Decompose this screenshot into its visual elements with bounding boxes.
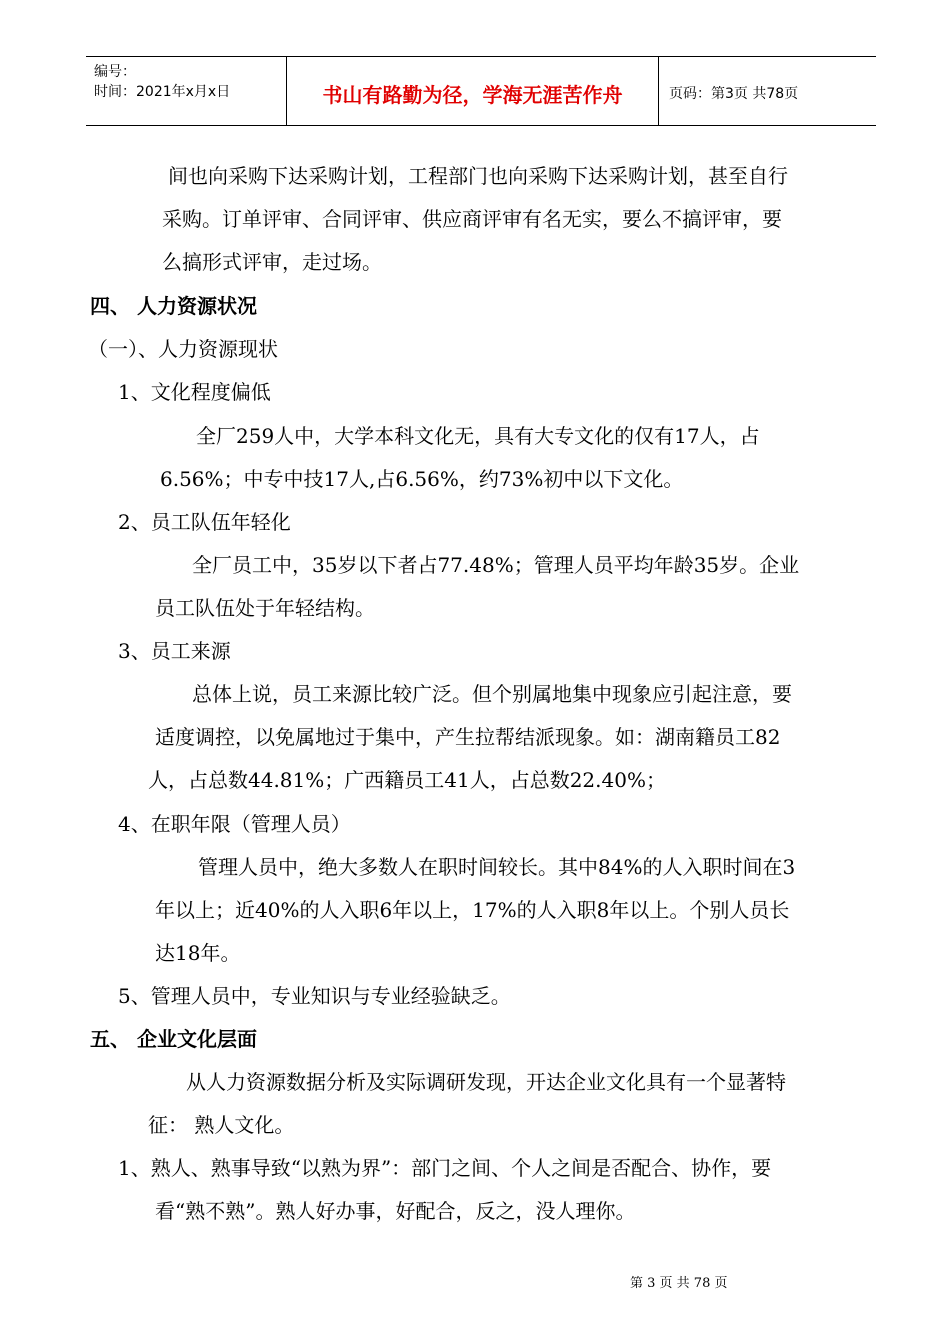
header-page-number: 页码：第3页 共78页 [669, 86, 799, 102]
paragraph-line: 从人力资源数据分析及实际调研发现，开达企业文化具有一个显著特 [186, 1070, 786, 1094]
page-footer-number: 第 3 页 共 78 页 [630, 1276, 728, 1291]
document-number-label: 编号： [94, 64, 136, 80]
header-motto-cell [287, 57, 659, 125]
paragraph-line: 人，占总数44.81%；广西籍员工41人，占总数22.40%； [148, 768, 666, 792]
section-heading-5: 五、 企业文化层面 [90, 1027, 257, 1051]
paragraph-line: 全厂259人中，大学本科文化无，具有大专文化的仅有17人，占 [196, 424, 760, 448]
page-header [86, 56, 876, 126]
list-item-heading: 1、熟人、熟事导致“以熟为界”：部门之间、个人之间是否配合、协作，要 [118, 1156, 772, 1180]
paragraph-line: 看“熟不熟”。熟人好办事，好配合，反之，没人理你。 [155, 1199, 636, 1223]
list-item-heading: 2、员工队伍年轻化 [118, 510, 291, 534]
paragraph-line: 间也向采购下达采购计划，工程部门也向采购下达采购计划，甚至自行 [168, 164, 788, 188]
paragraph-line: 么搞形式评审，走过场。 [162, 250, 382, 274]
header-meta-cell [86, 57, 287, 125]
section-heading-4: 四、 人力资源状况 [90, 294, 257, 318]
list-item-heading: 5、管理人员中，专业知识与专业经验缺乏。 [118, 984, 511, 1008]
paragraph-line: 达18年。 [155, 941, 241, 965]
list-item-heading: 4、在职年限（管理人员） [118, 812, 351, 836]
paragraph-line: 年以上；近40%的人入职6年以上，17%的人入职8年以上。个别人员长 [155, 898, 790, 922]
paragraph-line: 征： 熟人文化。 [148, 1113, 295, 1137]
subsection-heading: （一）、人力资源现状 [88, 337, 278, 361]
document-time-label: 时间：2021年x月x日 [94, 84, 231, 100]
paragraph-line: 全厂员工中，35岁以下者占77.48%；管理人员平均年龄35岁。企业 [192, 553, 800, 577]
paragraph-line: 总体上说，员工来源比较广泛。但个别属地集中现象应引起注意，要 [192, 682, 792, 706]
list-item-heading: 1、文化程度偏低 [118, 380, 271, 404]
header-page-cell [659, 57, 876, 125]
paragraph-line: 采购。订单评审、合同评审、供应商评审有名无实，要么不搞评审，要 [162, 207, 782, 231]
paragraph-line: 适度调控，以免属地过于集中，产生拉帮结派现象。如：湖南籍员工82 [155, 725, 781, 749]
paragraph-line: 管理人员中，绝大多数人在职时间较长。其中84%的人入职时间在3 [198, 855, 796, 879]
paragraph-line: 员工队伍处于年轻结构。 [155, 596, 375, 620]
list-item-heading: 3、员工来源 [118, 639, 231, 663]
header-motto: 书山有路勤为径，学海无涯苦作舟 [322, 83, 623, 107]
paragraph-line: 6.56%；中专中技17人,占6.56%，约73%初中以下文化。 [160, 467, 684, 491]
